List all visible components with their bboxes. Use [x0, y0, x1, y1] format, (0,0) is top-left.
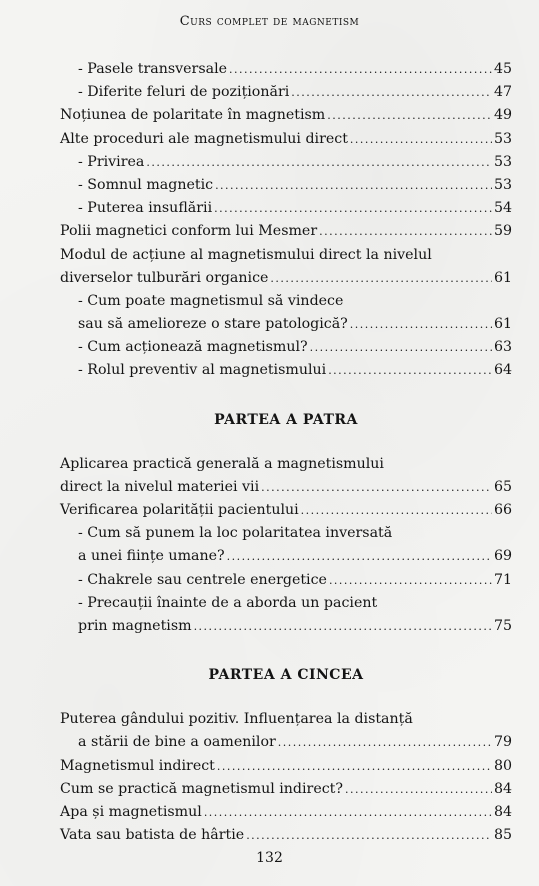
- dot-leader: [146, 151, 492, 174]
- toc-entry: [60, 104, 512, 127]
- toc-entry: [60, 569, 512, 592]
- toc-entry-title: Apa și magnetismul: [60, 803, 202, 820]
- toc-entry: [60, 81, 512, 104]
- toc-entry-page: 59: [493, 223, 512, 240]
- toc-entry-page: 54: [493, 200, 512, 217]
- section-heading-partea-a-patra: PARTEA A PATRA: [214, 411, 358, 428]
- toc-entry-page: 53: [493, 153, 512, 170]
- dot-leader: [310, 336, 492, 359]
- toc-entry-page: 84: [493, 780, 512, 797]
- toc-entry-page: 61: [493, 269, 512, 286]
- toc-entry: [60, 499, 512, 522]
- toc-entry: [60, 592, 512, 615]
- dot-leader: [194, 615, 492, 638]
- dot-leader: [204, 801, 492, 824]
- toc-entry: [60, 545, 512, 568]
- toc-block-3: [60, 708, 512, 847]
- toc-entry-title: Polii magnetici conform lui Mesmer: [60, 223, 318, 240]
- toc-block-2: [60, 453, 512, 639]
- toc-entry-page: 53: [493, 176, 512, 193]
- dot-leader: [328, 359, 492, 382]
- toc-entry-title: - Diferite feluri de poziționări: [78, 84, 290, 101]
- page-number: 132: [256, 850, 283, 866]
- toc-entry: [60, 197, 512, 220]
- toc-entry-page: 64: [493, 362, 512, 379]
- dot-leader: [350, 128, 492, 151]
- toc-entry-page: 45: [493, 61, 512, 77]
- toc-entry: [60, 128, 512, 151]
- running-head: Curs complet de magnetism: [179, 14, 360, 29]
- toc-entry: [60, 313, 512, 336]
- toc-entry-title: Aplicarea practică generală a magnetismului: [60, 455, 384, 472]
- toc-entry: [60, 824, 512, 847]
- toc-entry-title: - Cum să punem la loc polaritatea inversată: [78, 525, 393, 542]
- toc-entry-title: Modul de acțiune al magnetismului direct la nivelul: [60, 246, 432, 263]
- toc-entry: [60, 244, 512, 267]
- toc-entry: [60, 174, 512, 197]
- toc-entry-page: 85: [493, 827, 512, 844]
- toc-entry-page: 75: [493, 617, 512, 634]
- dot-leader: [270, 267, 492, 290]
- toc-entry-page: 61: [493, 316, 512, 333]
- toc-entry-page: 47: [493, 84, 512, 101]
- toc-entry-page: 66: [493, 502, 512, 518]
- dot-leader: [215, 174, 492, 197]
- toc-entry-title: a stării de bine a oamenilor: [78, 734, 276, 751]
- toc-entry-page: 53: [493, 130, 512, 147]
- toc-entry-title: Cum se practică magnetismul indirect?: [60, 780, 343, 797]
- toc-entry: [60, 755, 512, 778]
- toc-entry-page: 84: [493, 803, 512, 820]
- toc-entry: [60, 615, 512, 638]
- dot-leader: [350, 313, 492, 336]
- toc-entry: [60, 220, 512, 243]
- toc-entry-page: 65: [493, 478, 512, 495]
- toc-entry-title: Vata sau batista de hârtie: [60, 827, 245, 844]
- toc-entry-page: 63: [493, 339, 512, 356]
- toc-entry-title: prin magnetism: [78, 617, 192, 634]
- dot-leader: [261, 476, 492, 499]
- toc-entry: [60, 267, 512, 290]
- toc-entry-title: - Privirea: [78, 153, 145, 170]
- toc-entry: [60, 336, 512, 359]
- toc-entry-title: - Pasele transversale: [78, 61, 228, 77]
- toc-entry: [60, 359, 512, 382]
- toc-entry-title: - Cum acționează magnetismul?: [78, 339, 308, 356]
- dot-leader: [319, 220, 492, 243]
- toc-entry-title: Alte proceduri ale magnetismului direct: [60, 130, 348, 147]
- dot-leader: [227, 545, 492, 568]
- toc-entry: [60, 476, 512, 499]
- dot-leader: [217, 755, 492, 778]
- toc-entry: [60, 801, 512, 824]
- toc-entry-title: - Chakrele sau centrele energetice: [78, 571, 327, 588]
- toc-entry-title: - Cum poate magnetismul să vindece: [78, 292, 344, 309]
- toc-entry-page: 79: [493, 734, 512, 751]
- toc-entry: [60, 151, 512, 174]
- toc-entry-title: Magnetismul indirect: [60, 757, 215, 774]
- toc-entry-title: diverselor tulburări organice: [60, 269, 269, 286]
- toc-entry: [60, 522, 512, 545]
- toc-entry-title: - Precauții înainte de a aborda un pacient: [78, 594, 378, 611]
- toc-entry-title: - Puterea insuflării: [78, 200, 213, 217]
- toc-entry-page: 71: [493, 571, 512, 588]
- dot-leader: [329, 569, 492, 592]
- toc-entry: [60, 731, 512, 754]
- toc-entry-page: 49: [493, 107, 512, 124]
- toc-entry-title: a unei ființe umane?: [78, 548, 225, 565]
- dot-leader: [229, 58, 492, 81]
- dot-leader: [246, 824, 492, 847]
- dot-leader: [345, 778, 492, 801]
- dot-leader: [301, 499, 492, 522]
- toc-entry-title: - Rolul preventiv al magnetismului: [78, 362, 327, 379]
- toc-entry-title: sau să amelioreze o stare patologică?: [78, 316, 348, 333]
- dot-leader: [291, 81, 492, 104]
- toc-entry-title: Noțiunea de polaritate în magnetism: [60, 107, 326, 124]
- toc-block-1: [60, 58, 512, 383]
- toc-entry: [60, 58, 512, 81]
- toc-entry: [60, 290, 512, 313]
- section-heading-partea-a-cincea: PARTEA A CINCEA: [208, 667, 364, 684]
- toc-entry-title: direct la nivelul materiei vii: [60, 478, 260, 495]
- dot-leader: [278, 731, 492, 754]
- toc-entry: [60, 778, 512, 801]
- toc-entry: [60, 453, 512, 476]
- toc-entry-title: Puterea gândului pozitiv. Influențarea la distanță: [60, 711, 413, 728]
- toc-entry-title: - Somnul magnetic: [78, 176, 214, 193]
- table-of-contents: [60, 58, 512, 847]
- toc-entry-page: 69: [493, 548, 512, 565]
- dot-leader: [327, 104, 492, 127]
- toc-entry-title: Verificarea polarității pacientului: [60, 502, 299, 518]
- dot-leader: [214, 197, 492, 220]
- toc-entry: [60, 708, 512, 731]
- toc-entry-page: 80: [493, 757, 512, 774]
